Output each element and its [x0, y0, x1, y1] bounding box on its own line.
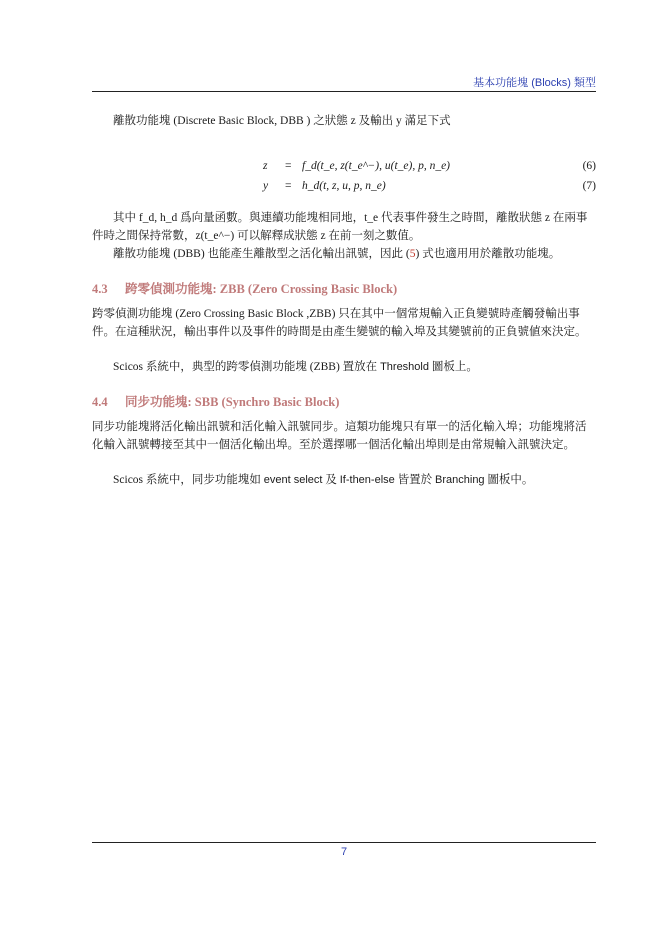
paragraph-text: ) 式也適用用於離散功能塊。 — [415, 248, 561, 260]
equation-rhs: f_d(t_e, z(t_e^−), u(t_e), p, n_e) — [302, 160, 451, 172]
section-number: 4.4 — [92, 395, 108, 409]
section-heading-4-4 — [92, 392, 596, 410]
paragraph-vector-functions: 其中 f_d, h_d 爲向量函數。與連續功能塊相同地，t_e 代表事件發生之時間，離散狀態 z 在兩事件時之間保持常數，z(t_e^−) 可以解釋成狀態 z 在前一刻之數值。 — [92, 212, 588, 242]
section-number: 4.3 — [92, 282, 108, 296]
palette-name-branching: Branching — [435, 474, 485, 486]
palette-name-threshold: Threshold — [380, 361, 429, 373]
paragraph-text: 離散功能塊 (DBB) 也能產生離散型之活化輸出訊號，因此 ( — [113, 248, 410, 260]
equation-number: (7) — [582, 180, 596, 192]
section-heading-4-3 — [92, 279, 596, 297]
equation-rhs: h_d(t, z, u, p, n_e) — [302, 180, 386, 192]
paragraph-text: 圖板中。 — [484, 474, 534, 486]
equation-lhs: y — [263, 180, 269, 192]
section-title: 跨零偵測功能塊: ZBB (Zero Crossing Basic Block) — [125, 282, 398, 296]
paragraph-text: 圖板上。 — [428, 361, 478, 373]
equation-lhs: z — [263, 160, 268, 172]
equation-7 — [92, 180, 596, 198]
paragraph-text: 皆置於 — [394, 474, 436, 486]
paragraph-dbb-activation — [92, 245, 596, 263]
equation-reference-link[interactable]: 5 — [409, 248, 416, 260]
equation-6 — [92, 160, 596, 178]
section-4-3-paragraph: 跨零偵測功能塊 (Zero Crossing Basic Block ,ZBB) 只在其中一個常規輸入正負變號時產觸發輸出事件。在這種狀況，輸出事件以及事件的時間是由產生變號的輸入埠及其變號前的正負號値來決定。 — [92, 308, 587, 338]
block-name-if-then-else: If-then-else — [339, 474, 395, 486]
equation-number: (6) — [582, 160, 596, 172]
equation-equals: = — [285, 160, 292, 172]
equation-equals: = — [285, 180, 292, 192]
block-name-event-select: event select — [263, 474, 323, 486]
section-title: 同步功能塊: SBB (Synchro Basic Block) — [125, 395, 340, 409]
footer-rule — [92, 842, 596, 843]
section-4-4-paragraph: 同步功能塊將活化輸出訊號和活化輸入訊號同步。這類功能塊只有單一的活化輸入埠；功能塊將活化輸入訊號轉接至其中一個活化輸出埠。至於選擇哪一個活化輸出埠則是由常規輸入訊號決定。 — [92, 421, 587, 451]
section-4-4-palette-paragraph — [92, 471, 596, 489]
paragraph-text: 及 — [322, 474, 340, 486]
page-number: 7 — [340, 846, 348, 858]
intro-paragraph: 離散功能塊 (Discrete Basic Block, DBB ) 之狀態 z 及輸出 y 滿足下式 — [113, 115, 451, 127]
section-4-3-palette-paragraph — [92, 358, 596, 376]
paragraph-text: Scicos 系統中，同步功能塊如 — [113, 474, 264, 486]
header-rule — [92, 91, 596, 92]
paragraph-text: Scicos 系統中，典型的跨零偵測功能塊 (ZBB) 置放在 — [113, 361, 381, 373]
running-header: 基本功能塊 (Blocks) 類型 — [473, 77, 596, 89]
